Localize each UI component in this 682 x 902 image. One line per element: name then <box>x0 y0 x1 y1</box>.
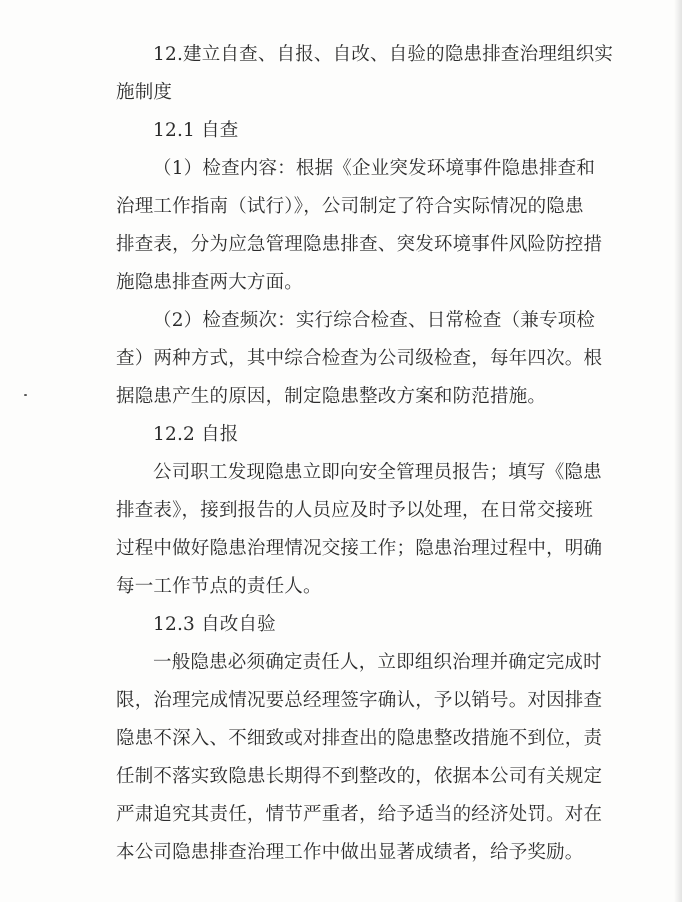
paragraph-line: （2）检查频次：实行综合检查、日常检查（兼专项检 <box>153 310 596 331</box>
paragraph-line: 任制不落实致隐患长期得不到整改的，依据本公司有关规定 <box>116 766 603 787</box>
paragraph-line: 每一工作节点的责任人。 <box>116 576 322 597</box>
paragraph-line: 治理工作指南（试行）》，公司制定了符合实际情况的隐患 <box>116 196 584 217</box>
subsection-heading: 12.1 自查 <box>153 120 239 141</box>
paragraph-line: 据隐患产生的原因，制定隐患整改方案和防范措施。 <box>116 386 547 407</box>
paragraph-line: 公司职工发现隐患立即向安全管理员报告；填写《隐患 <box>153 462 602 483</box>
paragraph-line: 查）两种方式，其中综合检查为公司级检查，每年四次。根 <box>116 348 603 369</box>
document-body <box>116 36 614 872</box>
paragraph-line: 限，治理完成情况要总经理签字确认，予以销号。对因排查 <box>116 690 603 711</box>
paragraph-line: 排查表》，接到报告的人员应及时予以处理，在日常交接班 <box>116 500 593 521</box>
paragraph-line: （1）检查内容：根据《企业突发环境事件隐患排查和 <box>153 158 596 179</box>
paragraph-line: 过程中做好隐患治理情况交接工作；隐患治理过程中，明确 <box>116 538 603 559</box>
paragraph-line: 本公司隐患排查治理工作中做出显著成绩者，给予奖励。 <box>116 842 584 863</box>
subsection-heading: 12.3 自改自验 <box>153 614 276 635</box>
subsection-heading: 12.2 自报 <box>153 424 239 445</box>
scan-speck <box>24 394 27 396</box>
page-edge-shadow <box>674 0 682 902</box>
paragraph-line: 一般隐患必须确定责任人，立即组织治理并确定完成时 <box>153 652 602 673</box>
section-heading-continued: 施制度 <box>116 82 173 103</box>
paragraph-line: 施隐患排查两大方面。 <box>116 272 304 293</box>
paragraph-line: 排查表，分为应急管理隐患排查、突发环境事件风险防控措 <box>116 234 603 255</box>
section-heading: 12.建立自查、自报、自改、自验的隐患排查治理组织实 <box>153 44 614 65</box>
paragraph-line: 隐患不深入、不细致或对排查出的隐患整改措施不到位，责 <box>116 728 603 749</box>
paragraph-line: 严肃追究其责任，情节严重者，给予适当的经济处罚。对在 <box>116 804 603 825</box>
